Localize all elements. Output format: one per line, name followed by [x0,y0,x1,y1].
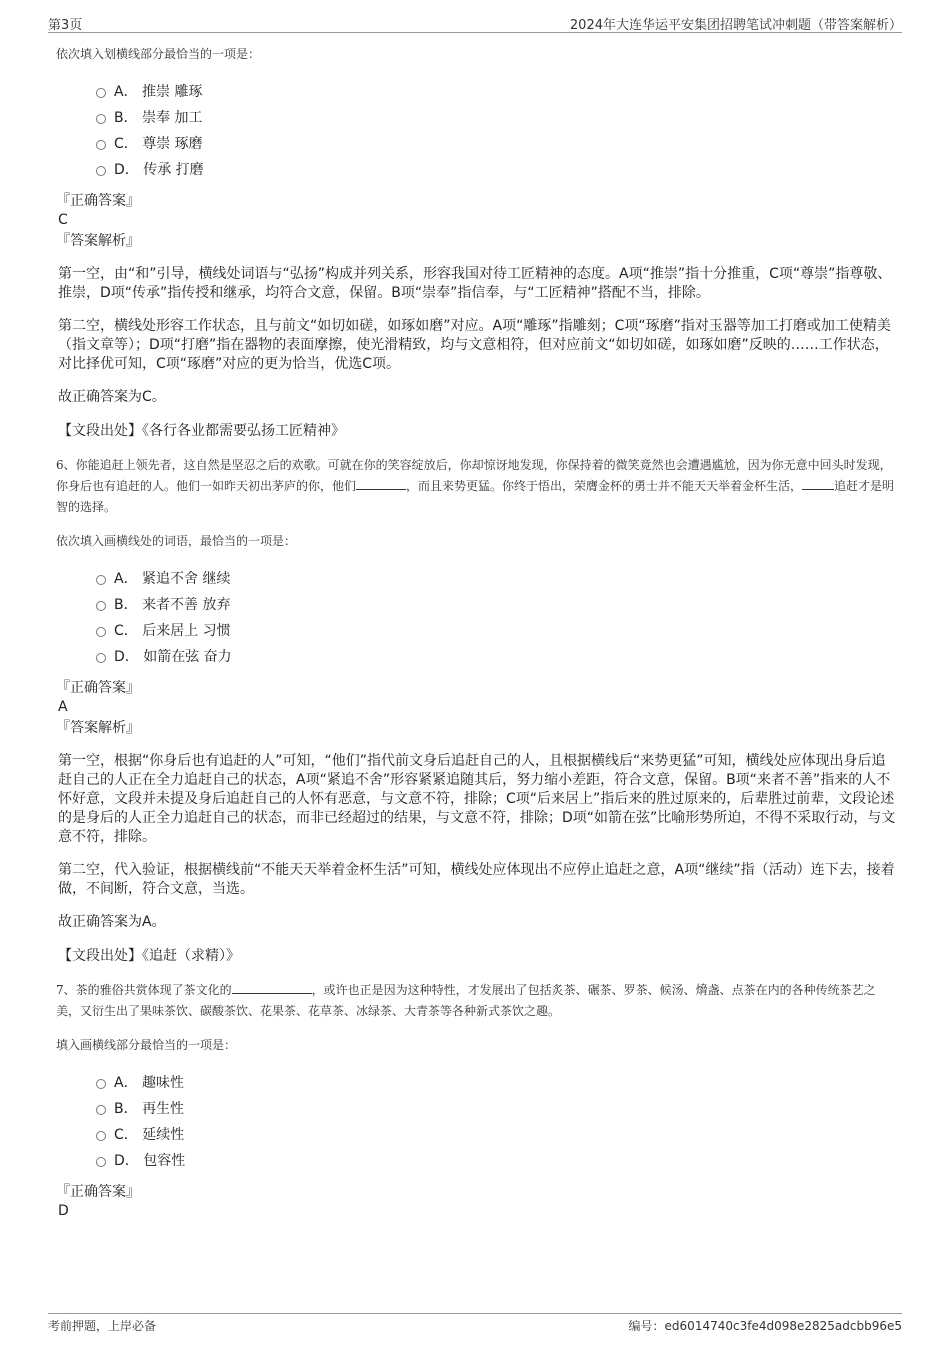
radio-icon[interactable] [96,627,106,637]
analysis-paragraph: 第一空，根据“你身后也有追赶的人”可知，“他们”指代前文身后追赶自己的人，且根据横线后“来势更猛”可知，横线处应体现出身后追赶自己的人正在全力追赶自己的状态，A项“紧追不舍”形容紧紧追随其后，努力缩小差距，符合文意，保留。B项“来者不善”指来的人不怀好意，文段并未提及身后追赶自己的人怀有恶意，与文意不符，排除；C项“后来居上”指后来的胜过原来的，后辈胜过前辈，文段论述的是身后的人正全力追赶自己的状态，而非已经超过的结果，与文意不符，排除；D项“如箭在弦”比喻形势所迫，不得不采取行动，与文意不符，排除。 [58,753,896,845]
option-b[interactable]: B． 崇奉 加工 [96,105,896,131]
option-a[interactable]: A． 紧追不舍 继续 [96,566,896,592]
correct-answer: C [58,212,68,228]
option-d[interactable]: D． 如箭在弦 奋力 [96,644,896,670]
correct-answer-label: 『正确答案』 [56,193,140,209]
correct-answer: A [58,699,68,715]
analysis-paragraph: 第二空，横线处形容工作状态，且与前文“如切如磋，如琢如磨”对应。A项“雕琢”指雕刻；C项“琢磨”指对玉器等加工打磨或加工使精美（指文章等）；D项“打磨”指在器物的表面摩擦，使光滑精致，均与文意相符，但对应前文“如切如磋，如琢如磨”反映的……工作状态，对比择优可知，C项“琢磨”对应的更为恰当，优选C项。 [58,318,891,372]
fill-blank [232,993,312,994]
question-7 [56,980,896,1220]
radio-icon[interactable] [96,140,106,150]
option-c[interactable]: C． 尊崇 琢磨 [96,131,896,157]
option-d[interactable]: D． 传承 打磨 [96,157,896,183]
document-code: 编号：ed6014740c3fe4d098e2825adcbb96e5 [628,1319,902,1333]
question-stem: 7、茶的雅俗共赏体现了茶文化的 ，或许也正是因为这种特性，才发展出了包括炙茶、碾茶、罗茶、候汤、熁盏、点茶在内的各种传统茶艺之美，又衍生出了果味茶饮、碳酸茶饮、花果茶、花草茶、冰绿茶、大青茶等各种新式茶饮之趣。 [56,983,876,1018]
option-a[interactable]: A． 推崇 雕琢 [96,79,896,105]
option-a[interactable]: A． 趣味性 [96,1070,896,1096]
analysis-paragraph: 第一空，由“和”引导，横线处词语与“弘扬”构成并列关系，形容我国对待工匠精神的态度。A项“推崇”指十分推重，C项“尊崇”指尊敬、推崇，D项“传承”指传授和继承，均符合文意，保留。B项“崇奉”指信奉，与“工匠精神”搭配不当，排除。 [58,266,892,301]
analysis-label: 『答案解析』 [56,720,140,736]
option-list [96,1070,896,1174]
analysis-conclusion: 故正确答案为A。 [58,914,166,930]
radio-icon[interactable] [96,653,106,663]
question-prompt: 依次填入画横线处的词语，最恰当的一项是： [56,534,297,548]
correct-answer: D [58,1203,69,1219]
text-source: 【文段出处】《追赶（求精）》 [58,948,240,964]
radio-icon[interactable] [96,1157,106,1167]
question-stem: 6、你能追赶上领先者，这自然是坚忍之后的欢歌。可就在你的笑容绽放后，你却惊讶地发现，你保持着的微笑竟然也会遭遇尴尬，因为你无意中回头时发现，你身后也有追赶的人。他们一如昨天初出茅庐的你，他们 ，而且来势更猛。你终于悟出，荣膺金杯的勇士并不能天天举着金杯生活， 追赶才是明智的选择。 [56,458,895,514]
radio-icon[interactable] [96,166,106,176]
document-title: 2024年大连华运平安集团招聘笔试冲刺题（带答案解析） [569,18,902,33]
page-header [48,12,902,33]
radio-icon[interactable] [96,1131,106,1141]
footer-slogan: 考前押题，上岸必备 [48,1319,157,1333]
question-5 [56,44,896,441]
option-list [96,79,896,183]
fill-blank [356,489,406,490]
option-d[interactable]: D． 包容性 [96,1148,896,1174]
option-b[interactable]: B． 再生性 [96,1096,896,1122]
correct-answer-label: 『正确答案』 [56,680,140,696]
option-b[interactable]: B． 来者不善 放弃 [96,592,896,618]
correct-answer-label: 『正确答案』 [56,1184,140,1200]
radio-icon[interactable] [96,114,106,124]
text-source: 【文段出处】《各行各业都需要弘扬工匠精神》 [58,423,345,439]
question-prompt: 依次填入划横线部分最恰当的一项是： [56,47,261,61]
page-footer [48,1313,902,1336]
page-number: 第3页 [48,18,83,33]
option-c[interactable]: C． 延续性 [96,1122,896,1148]
analysis-paragraph: 第二空，代入验证，根据横线前“不能天天举着金杯生活”可知，横线处应体现出不应停止追赶之意，A项“继续”指（活动）连下去，接着做，不间断，符合文意，当选。 [58,862,895,897]
option-list [96,566,896,670]
radio-icon[interactable] [96,601,106,611]
analysis-conclusion: 故正确答案为C。 [58,389,166,405]
fill-blank [802,489,834,490]
radio-icon[interactable] [96,575,106,585]
option-c[interactable]: C． 后来居上 习惯 [96,618,896,644]
radio-icon[interactable] [96,1105,106,1115]
radio-icon[interactable] [96,1079,106,1089]
analysis-label: 『答案解析』 [56,233,140,249]
radio-icon[interactable] [96,88,106,98]
question-prompt: 填入画横线部分最恰当的一项是： [56,1038,237,1052]
page-content [56,40,896,1222]
question-6 [56,455,896,966]
